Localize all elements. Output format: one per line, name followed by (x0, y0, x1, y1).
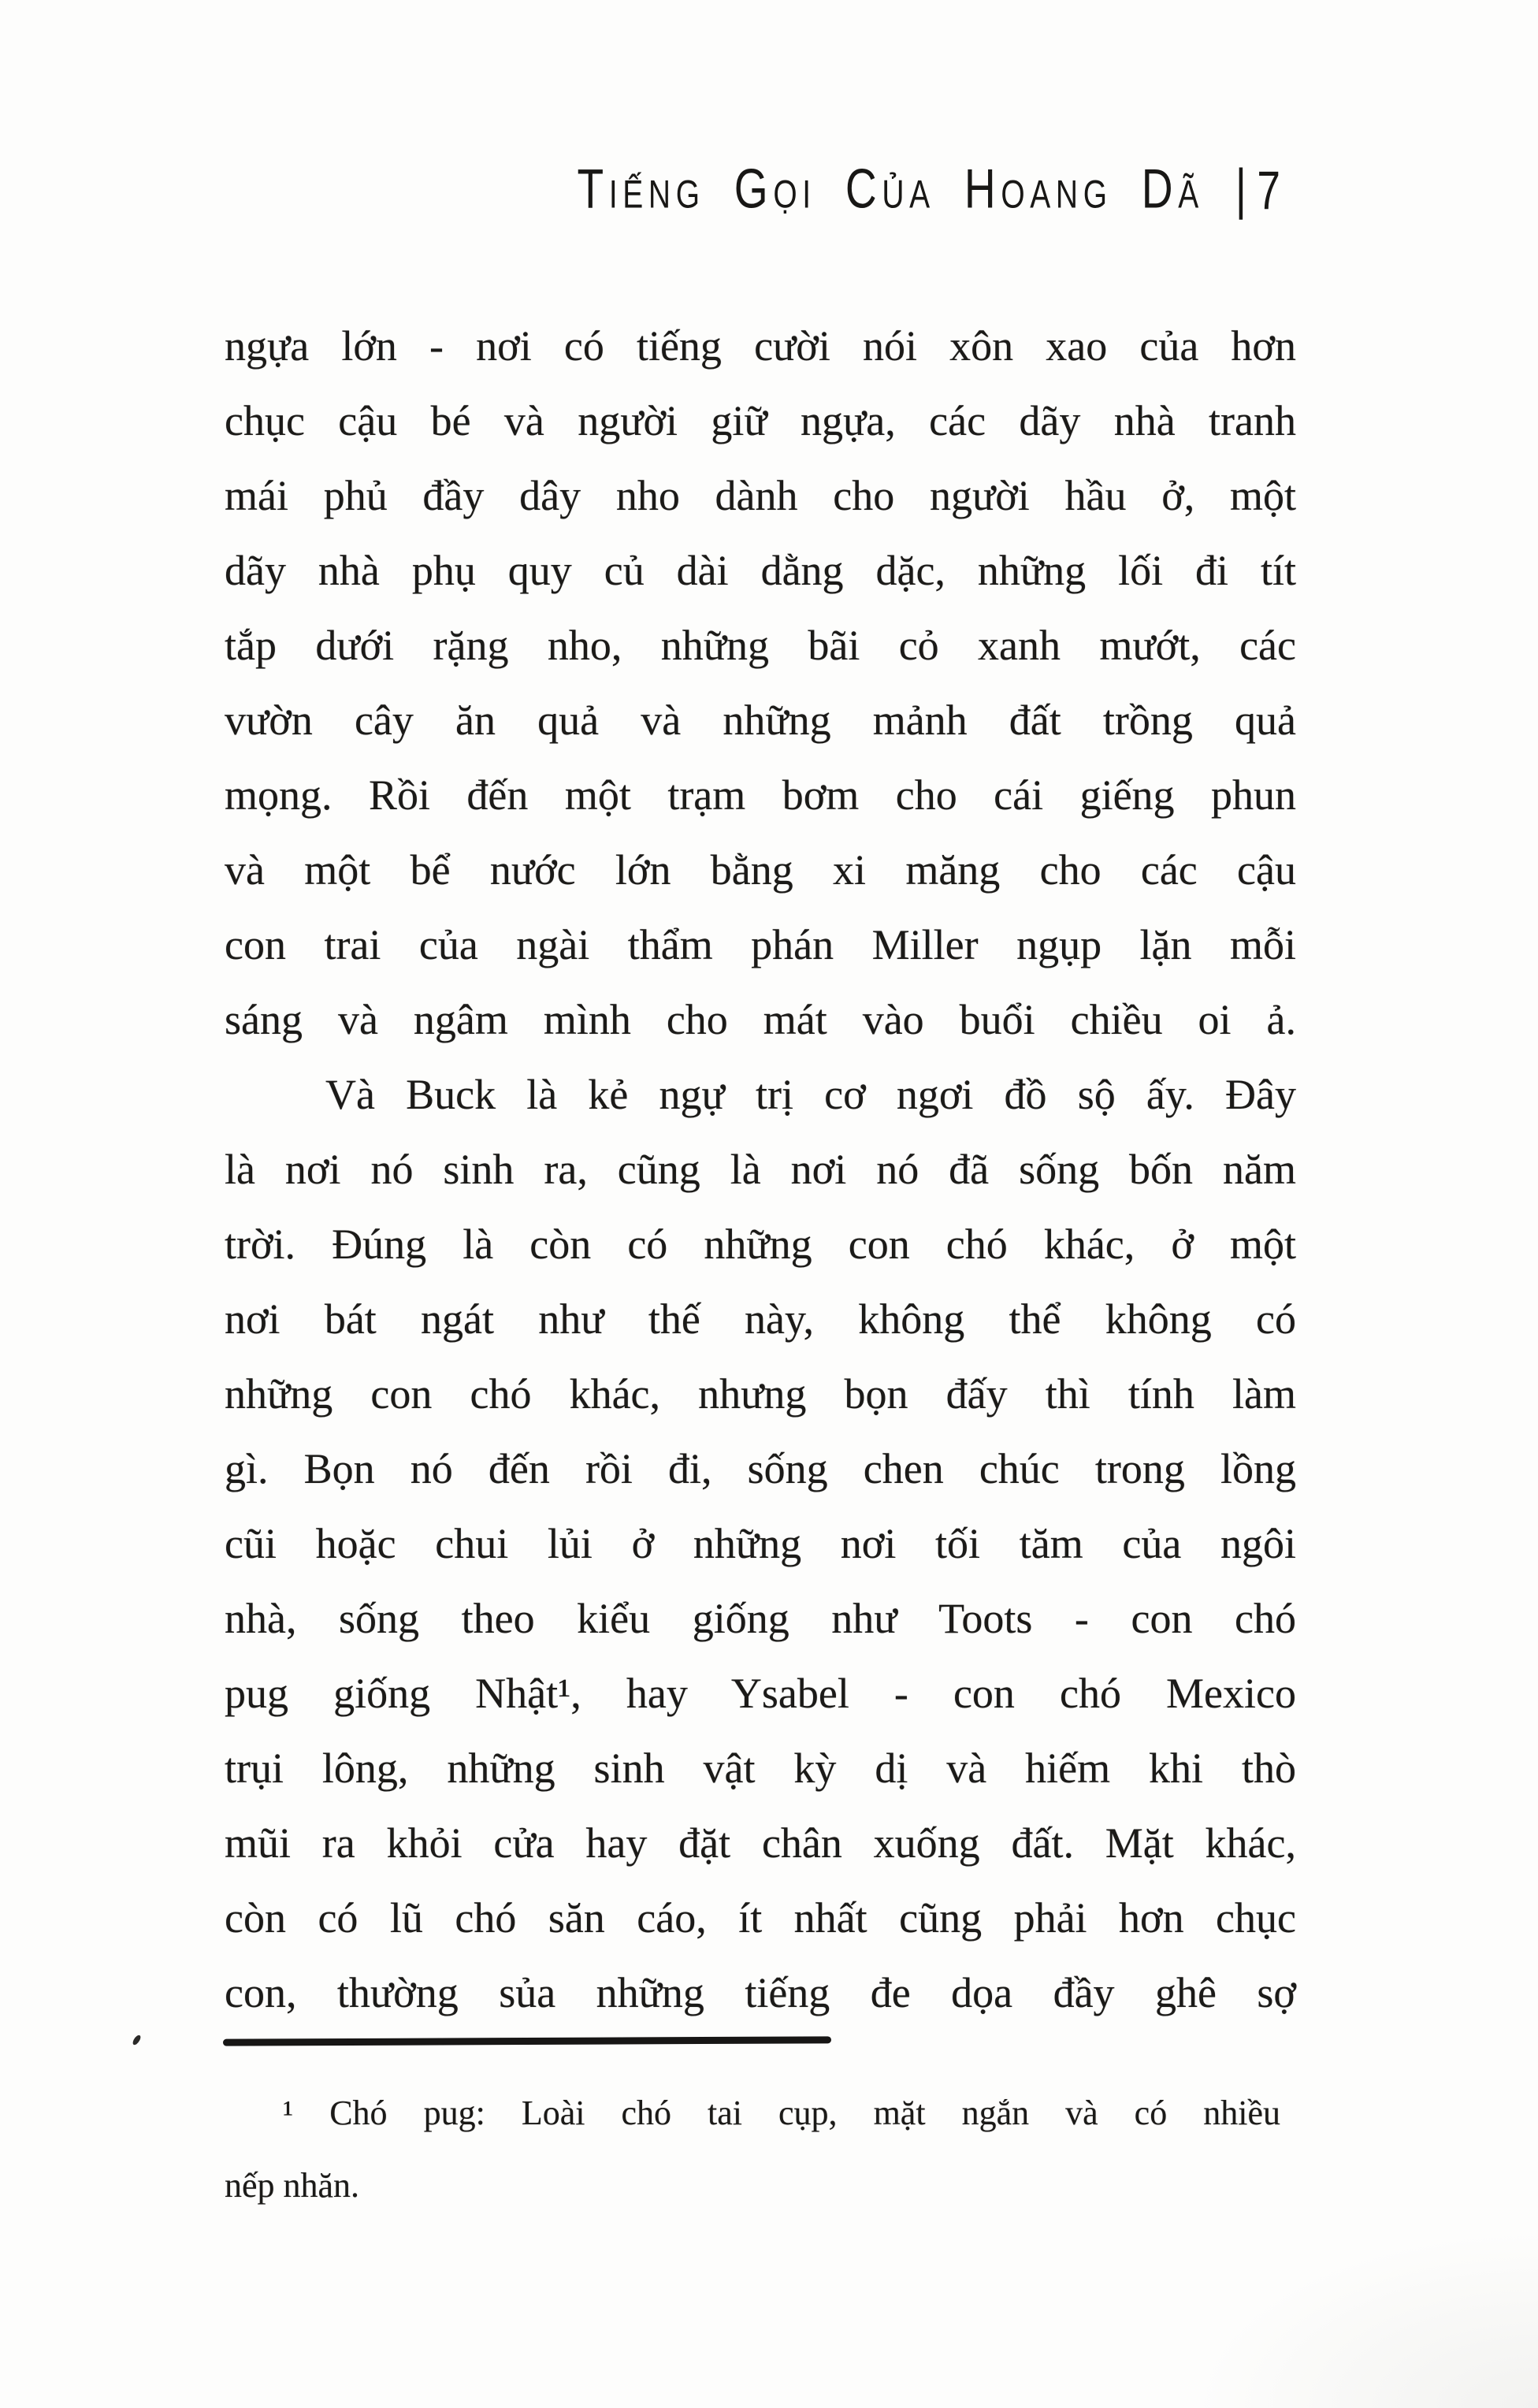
text-line: dãy nhà phụ quy củ dài dằng dặc, những lối đi tít (225, 547, 1296, 594)
footnote-line: nếp nhăn. (225, 2166, 360, 2205)
text-line: sáng và ngâm mình cho mát vào buổi chiều oi ả. (225, 996, 1296, 1043)
text-line: con trai của ngài thẩm phán Miller ngụp lặn mỗi (225, 921, 1296, 968)
book-title: Tiếng Gọi Của Hoang Dã (577, 158, 1204, 221)
text-line: tắp dưới rặng nho, những bãi cỏ xanh mướt, các (225, 622, 1296, 669)
body-text (225, 309, 1296, 2031)
text-line: gì. Bọn nó đến rồi đi, sống chen chúc trong lồng (225, 1445, 1296, 1492)
header-divider-bar: | (1235, 158, 1247, 221)
text-line: còn có lũ chó săn cáo, ít nhất cũng phải hơn chục (225, 1894, 1296, 1942)
text-line: và một bể nước lớn bằng xi măng cho các cậu (225, 846, 1296, 894)
text-line: ngựa lớn - nơi có tiếng cười nói xôn xao của hơn (225, 322, 1296, 370)
text-line: vườn cây ăn quả và những mảnh đất trồng quả (225, 697, 1296, 744)
text-line: nơi bát ngát như thế này, không thể không có (225, 1295, 1296, 1343)
text-line: con, thường sủa những tiếng đe dọa đầy ghê sợ (225, 1969, 1296, 2016)
text-line: chục cậu bé và người giữ ngựa, các dãy nhà tranh (225, 397, 1296, 444)
page-number: 7 (1257, 159, 1280, 221)
footnote-separator-rule (223, 2036, 831, 2046)
running-head (277, 144, 1280, 221)
text-line: cũi hoặc chui lủi ở những nơi tối tăm của ngôi (225, 1520, 1296, 1567)
ink-speck (132, 2034, 142, 2046)
text-line: trụi lông, những sinh vật kỳ dị và hiếm khi thò (225, 1745, 1296, 1792)
text-line: những con chó khác, nhưng bọn đấy thì tính làm (225, 1370, 1296, 1418)
text-line: là nơi nó sinh ra, cũng là nơi nó đã sống bốn năm (225, 1146, 1296, 1193)
text-line: mọng. Rồi đến một trạm bơm cho cái giếng phun (225, 771, 1296, 819)
footnote-line: ¹ Chó pug: Loài chó tai cụp, mặt ngắn và có nhiều (283, 2094, 1280, 2132)
text-line: mái phủ đầy dây nho dành cho người hầu ở, một (225, 472, 1296, 519)
text-line: pug giống Nhật¹, hay Ysabel - con chó Mexico (225, 1670, 1296, 1717)
footnote (225, 2077, 1280, 2222)
text-line: trời. Đúng là còn có những con chó khác, ở một (225, 1221, 1296, 1268)
text-line: nhà, sống theo kiểu giống như Toots - con chó (225, 1595, 1296, 1642)
text-line-paragraph-start: Và Buck là kẻ ngự trị cơ ngơi đồ sộ ấy. Đây (325, 1071, 1296, 1118)
text-line: mũi ra khỏi cửa hay đặt chân xuống đất. Mặt khác, (225, 1819, 1296, 1867)
